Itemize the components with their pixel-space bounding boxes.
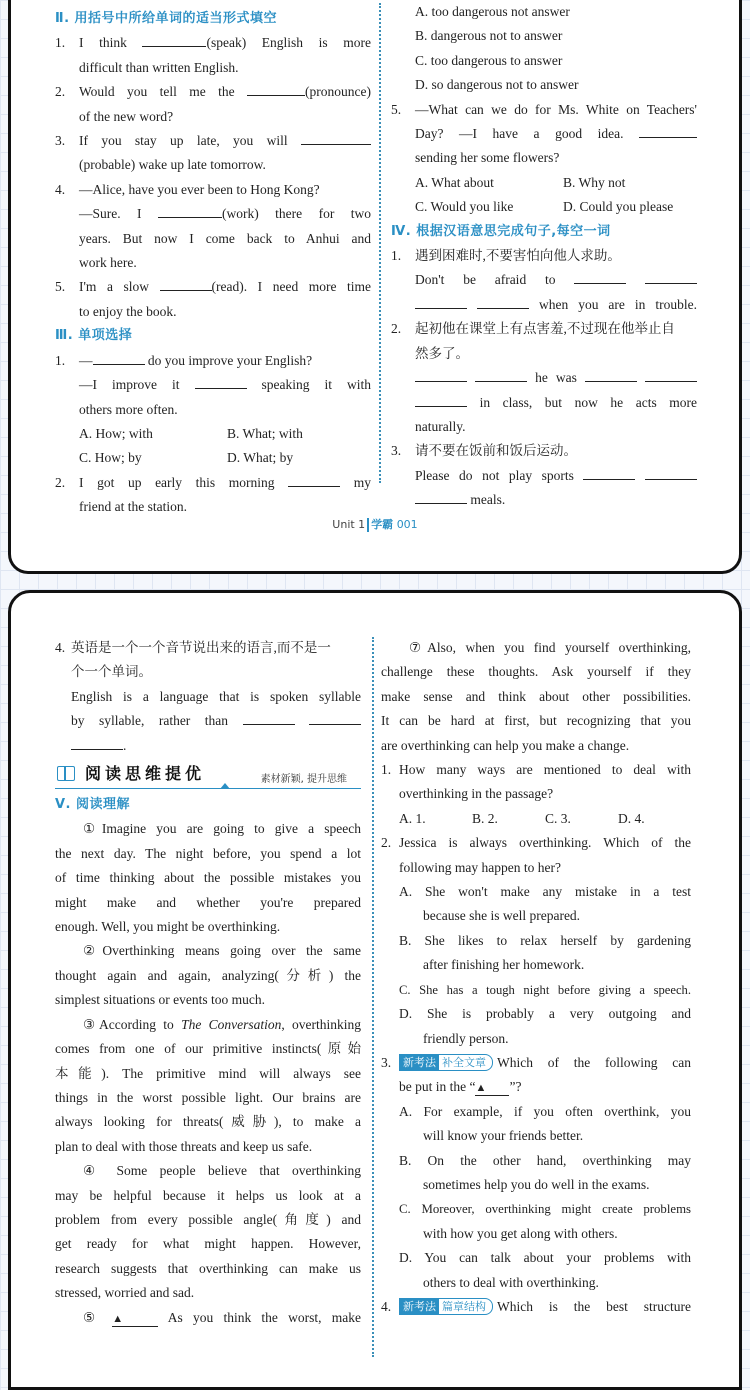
passage-paragraph-3: ③According to The Conversation, overthinking comes from one of our primitive instincts(原始 本能). The primitive mind will always see things in the worst possible light. Our brains are always looking for threats(威胁), to make a plan to deal with those threats and keep us safe. xyxy=(55,1016,361,1154)
section-2-title: Ⅱ. 用括号中所给单词的适当形式填空 xyxy=(55,11,278,26)
section-5-title: Ⅴ. 阅读理解 xyxy=(55,797,131,813)
unit-label: Unit 1 xyxy=(332,518,366,531)
answer-blank[interactable] xyxy=(639,123,697,138)
bottom-page-card xyxy=(8,590,742,1390)
section-3-title: Ⅲ. 单项选择 xyxy=(55,328,133,344)
answer-blank[interactable] xyxy=(585,367,637,382)
reading-question-1: 1. How many ways are mentioned to deal with overthinking in the passage? A. 1. B. 2. C. 3. D. 4. xyxy=(381,758,691,831)
option-d[interactable]: D. What; by xyxy=(227,450,294,466)
passage-paragraph-7: ⑦Also, when you find yourself overthinking, challenge these thoughts. Ask yourself if they make sense and think about other possibilities. It can be hard at first, but recognizing that you are overthinking can help you make a change. xyxy=(381,640,691,753)
q4-option-d[interactable]: D. so dangerous not to answer xyxy=(415,77,579,93)
translate-item-1: 1. 遇到困难时,不要害怕向他人求助。 Don't be afraid to when you are in trouble. xyxy=(391,248,697,312)
bottom-left-column xyxy=(55,636,361,1330)
fill-item-5: 5. I'm a slow (read). I need more time to enjoy the book. xyxy=(55,275,371,324)
answer-blank[interactable] xyxy=(93,350,145,365)
reading-section-banner xyxy=(55,762,361,789)
passage-paragraph-4: ④ Some people believe that overthinking may be helpful because it helps us look at a problem from every possible angle(角度) and get ready for what might happen. However, research suggests that overthinking can make us stressed, worried and sad. xyxy=(55,1163,361,1301)
fill-item-2: 2. Would you tell me the (pronounce) of the new word? xyxy=(55,80,371,129)
answer-blank[interactable] xyxy=(71,735,123,750)
option-a[interactable]: A. How; with xyxy=(79,425,153,441)
answer-blank[interactable] xyxy=(477,294,529,309)
option-b[interactable]: B. Why not xyxy=(563,174,626,190)
option-d[interactable]: D. She is probably a very outgoing and xyxy=(399,1006,691,1022)
answer-blank[interactable] xyxy=(247,81,305,96)
answer-blank[interactable] xyxy=(415,392,467,407)
answer-blank[interactable] xyxy=(415,367,467,382)
answer-blank[interactable] xyxy=(583,465,635,480)
gap-marker[interactable]: ▲ xyxy=(112,1312,158,1327)
fill-item-4: 4. —Alice, have you ever been to Hong Kong? —Sure. I (work) there for two years. But now I come back to Anhui and work here. xyxy=(55,181,372,271)
option-c[interactable]: C. 3. xyxy=(545,810,571,826)
bottom-right-column xyxy=(381,636,691,1319)
option-a[interactable]: A. For example, if you often overthink, you xyxy=(399,1103,691,1119)
option-b[interactable]: B. On the other hand, overthinking may xyxy=(399,1152,691,1168)
answer-blank[interactable] xyxy=(415,294,467,309)
book-icon xyxy=(57,766,75,781)
q4-option-b[interactable]: B. dangerous not to answer xyxy=(415,28,563,44)
banner-subtitle: 素材新颖, 提升思维 xyxy=(260,774,347,786)
passage-paragraph-1: ①Imagine you are going to give a speech the next day. The night before, you spend a lot of time thinking about the possible mistakes you might make and whether you're prepared enough. Well, you might be overthinking. xyxy=(55,821,361,935)
top-right-column xyxy=(391,0,697,513)
option-c[interactable]: C. Moreover, overthinking might create problems xyxy=(399,1202,691,1217)
option-c[interactable]: C. She has a tough night before giving a speech. xyxy=(399,982,691,997)
passage-paragraph-5: ⑤ ▲ As you think the worst, make xyxy=(83,1309,362,1325)
option-c[interactable]: C. How; by xyxy=(79,450,142,466)
new-exam-tag: 新考法 篇章结构 xyxy=(399,1298,493,1315)
fill-item-3: 3. If you stay up late, you will (probable) wake up late tomorrow. xyxy=(55,129,371,178)
choice-item-1: 1. — do you improve your English? —I improve it speaking it with others more often. A. How; with B. What; with C. How; by D. What; by xyxy=(55,349,371,471)
option-a[interactable]: A. She won't make any mistake in a test xyxy=(399,884,691,900)
reading-question-3: 3. 新考法 补全文章 Which of the following can be put in the “▲ ”? A. For example, if you often overthink, you will know your friends better. B. On the other hand, overthinking may sometimes help you do well in the exams. C. Moreover, overthinking might create problems with how you get along with others. D. You can talk about your problems with others to deal with overthinking. xyxy=(381,1054,691,1290)
fill-item-1: 1. I think (speak) English is more difficult than written English. xyxy=(55,31,371,80)
option-c[interactable]: C. Would you like xyxy=(415,199,514,215)
answer-blank[interactable] xyxy=(475,367,527,382)
q4-option-c[interactable]: C. too dangerous to answer xyxy=(415,52,563,68)
answer-blank[interactable] xyxy=(142,32,206,47)
option-b[interactable]: B. 2. xyxy=(472,810,498,826)
answer-blank[interactable] xyxy=(415,489,467,504)
new-exam-tag: 新考法 补全文章 xyxy=(399,1054,493,1071)
answer-blank[interactable] xyxy=(301,130,371,145)
answer-blank[interactable] xyxy=(158,203,222,218)
answer-blank[interactable] xyxy=(645,465,697,480)
brand-label: 学霸 xyxy=(371,518,394,531)
answer-blank[interactable] xyxy=(195,374,247,389)
answer-blank[interactable] xyxy=(645,367,697,382)
page-footer xyxy=(11,516,739,532)
page-number: 001 xyxy=(396,518,418,531)
footer-divider xyxy=(367,518,369,532)
option-d[interactable]: D. Could you please xyxy=(563,199,674,215)
choice-item-5: 5. —What can we do for Ms. White on Teachers' Day? —I have a good idea. sending her some flowers? A. What about B. Why not C. Would you like D. Could you please xyxy=(391,98,697,220)
passage-paragraph-2: ②Overthinking means going over the same thought again and again, analyzing(分析) the simplest situations or events too much. xyxy=(55,943,361,1008)
column-divider xyxy=(379,3,381,483)
choice-item-2: 2. I got up early this morning my friend at the station. xyxy=(55,471,371,520)
answer-blank[interactable] xyxy=(574,269,626,284)
translate-item-4: 4. 英语是一个一个音节说出来的语言,而不是一 个一个单词。 English is a language that is spoken syllable by syllable, rather than . xyxy=(55,640,361,753)
reading-question-4: 4. 新考法 篇章结构 Which is the best structure xyxy=(381,1298,691,1314)
section-4-title: Ⅳ. 根据汉语意思完成句子,每空一词 xyxy=(391,223,611,239)
answer-blank[interactable] xyxy=(160,276,212,291)
gap-marker: ▲ xyxy=(475,1081,509,1096)
banner-title: 阅读思维提优 xyxy=(85,764,206,784)
option-b[interactable]: B. She likes to relax herself by gardening xyxy=(399,932,691,948)
option-d[interactable]: D. You can talk about your problems with xyxy=(399,1250,691,1266)
option-a[interactable]: A. What about xyxy=(415,174,494,190)
top-page-card xyxy=(8,0,742,574)
reading-question-2: 2. Jessica is always overthinking. Which of the following may happen to her? A. She won't make any mistake in a test because she is well prepared. B. She likes to relax herself by gardening after finishing her homework. C. She has a tough night before giving a speech. D. She is probably a very outgoing and friendly person. xyxy=(381,835,691,1046)
top-left-column xyxy=(55,7,371,520)
answer-blank[interactable] xyxy=(309,710,361,725)
translate-item-3: 3. 请不要在饭前和饭后运动。 Please do not play sports meals. xyxy=(391,439,697,512)
answer-blank[interactable] xyxy=(288,472,340,487)
answer-blank[interactable] xyxy=(243,710,295,725)
answer-blank[interactable] xyxy=(645,269,697,284)
triangle-marker-icon xyxy=(220,783,230,789)
translate-item-2: 2. 起初他在课堂上有点害羞,不过现在他举止自 然多了。 he was in class, but now he acts more naturally. xyxy=(391,321,697,434)
option-d[interactable]: D. 4. xyxy=(618,810,645,826)
q4-option-a[interactable]: A. too dangerous not answer xyxy=(415,4,570,19)
option-b[interactable]: B. What; with xyxy=(227,425,303,441)
column-divider xyxy=(372,637,374,1357)
option-a[interactable]: A. 1. xyxy=(399,810,426,826)
